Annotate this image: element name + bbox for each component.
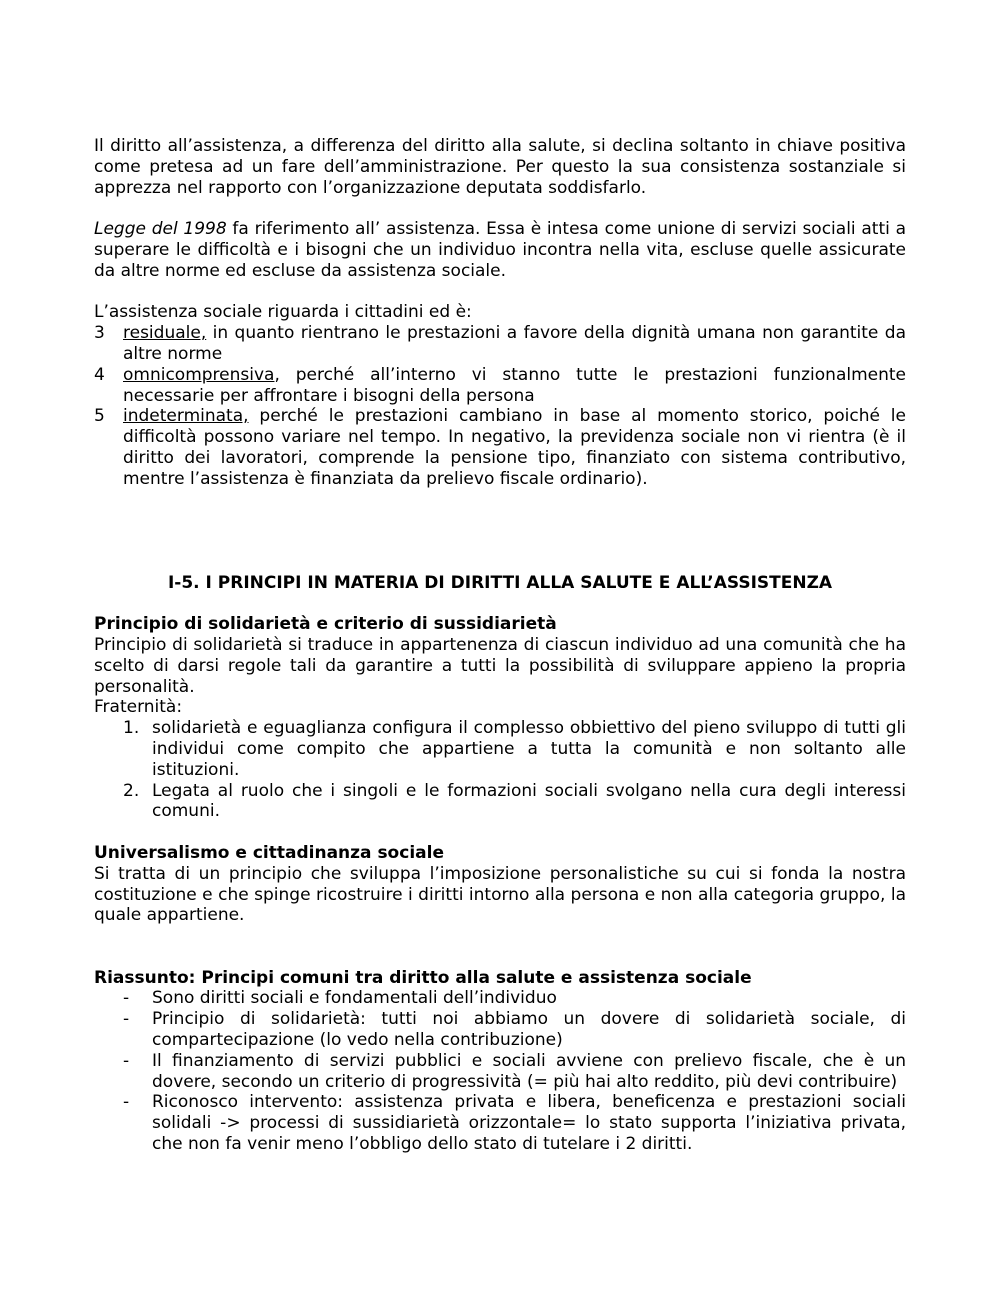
characteristics-list: [94, 323, 906, 489]
list-text: , perché all’interno vi stanno tutte le prestazioni funzionalmente necessarie per affrontare i bisogni della persona: [123, 364, 906, 406]
paragraph-legge: [94, 219, 906, 281]
list-item: [123, 1009, 906, 1051]
list-text: solidarietà e eguaglianza configura il complesso obbiettivo del pieno sviluppo di tutti gli individui come compito che appartiene a tutta la comunità e non soltanto alle istituzioni.: [152, 718, 906, 780]
spacer: [94, 822, 906, 843]
spacer: [94, 490, 906, 573]
paragraph-intro: Il diritto all’assistenza, a differenza del diritto alla salute, si declina soltanto in chiave positiva come pretesa ad un fare dell’amministrazione. Per questo la sua consistenza sostanziale si apprezza nel rapporto con l’organizzazione deputata soddisfarlo.: [94, 136, 906, 198]
legge-reference: Legge del 1998: [94, 219, 227, 240]
list-item: [123, 1092, 906, 1154]
list-marker: 5: [94, 406, 105, 427]
section-title: I-5. I PRINCIPI IN MATERIA DI DIRITTI ALLA SALUTE E ALL’ASSISTENZA: [167, 572, 833, 593]
list-term: indeterminata,: [123, 406, 249, 427]
list-marker: 2.: [123, 780, 140, 801]
riassunto-list: [94, 988, 906, 1154]
list-text: in quanto rientrano le prestazioni a favore della dignità umana non garantite da altre norme: [123, 323, 906, 364]
list-marker: 4: [94, 364, 105, 385]
list-item: [94, 406, 906, 489]
list-text: Principio di solidarietà: tutti noi abbiamo un dovere di solidarietà sociale, di compartecipazione (lo vedo nella contribuzione): [152, 1009, 906, 1051]
spacer: [94, 198, 906, 219]
list-marker: 3: [94, 323, 105, 344]
list-item: [123, 718, 906, 780]
list-item: [123, 1051, 906, 1093]
list-term: residuale,: [123, 323, 207, 344]
list-text: Il finanziamento di servizi pubblici e sociali avviene con prelievo fiscale, che è un dovere, secondo un criterio di progressività (= più hai alto reddito, più devi contribuire): [152, 1050, 906, 1092]
list-marker: -: [123, 1009, 130, 1030]
list-marker: -: [123, 1092, 130, 1113]
paragraph-assistenza-sociale: L’assistenza sociale riguarda i cittadini ed è:: [94, 302, 472, 323]
paragraph-universalismo: Si tratta di un principio che sviluppa l’imposizione personalistiche su cui si fonda la nostra costituzione e che spinge ricostruire i diritti intorno alla persona e non alla categoria gruppo, la quale appartiene.: [94, 863, 906, 926]
spacer: [94, 593, 906, 614]
list-text: perché le prestazioni cambiano in base al momento storico, poiché le difficoltà possono variare nel tempo. In negativo, la previdenza sociale non vi rientra (è il diritto dei lavoratori, comprende la pensione tipo, finanziato con sistema contributivo, mentre l’assistenza è finanziata da prelievo fiscale ordinario).: [123, 406, 906, 489]
subheading-riassunto: Riassunto: Principi comuni tra diritto alla salute e assistenza sociale: [94, 967, 752, 988]
spacer: [94, 282, 906, 303]
list-term: omnicomprensiva: [123, 364, 275, 385]
list-marker: -: [123, 988, 130, 1009]
subheading-universalismo: Universalismo e cittadinanza sociale: [94, 842, 444, 863]
list-marker: 1.: [123, 718, 140, 739]
list-text: Riconosco intervento: assistenza privata e libera, beneficenza e prestazioni sociali solidali -> processi di sussidiarietà orizzontale= lo stato supporta l’iniziativa privata, che non fa venir meno l’obbligo dello stato di tutelare i 2 diritti.: [152, 1092, 906, 1155]
list-item: [123, 988, 906, 1009]
list-text: Sono diritti sociali e fondamentali dell’individuo: [152, 988, 557, 1009]
legge-text: fa riferimento all’ assistenza. Essa è intesa come unione di servizi sociali atti a superare le difficoltà e i bisogni che un individuo incontra nella vita, escluse quelle assicurate da altre norme ed escluse da assistenza sociale.: [94, 219, 907, 281]
subheading-solidarieta: Principio di solidarietà e criterio di sussidiarietà: [94, 614, 557, 635]
paragraph-solidarieta: Principio di solidarietà si traduce in appartenenza di ciascun individuo ad una comunità che ha scelto di darsi regole tali da garantire a tutti la possibilità di sviluppare appieno la propria personalità.: [94, 634, 906, 697]
list-item: [94, 365, 906, 407]
list-item: [123, 781, 906, 823]
spacer: [94, 926, 906, 968]
fraternita-list: [94, 718, 906, 822]
list-item: [94, 323, 906, 365]
list-text: Legata al ruolo che i singoli e le formazioni sociali svolgano nella cura degli interessi comuni.: [152, 780, 906, 822]
document-page: [94, 136, 906, 1155]
paragraph-fraternita: Fraternità:: [94, 697, 183, 718]
list-marker: -: [123, 1050, 130, 1071]
